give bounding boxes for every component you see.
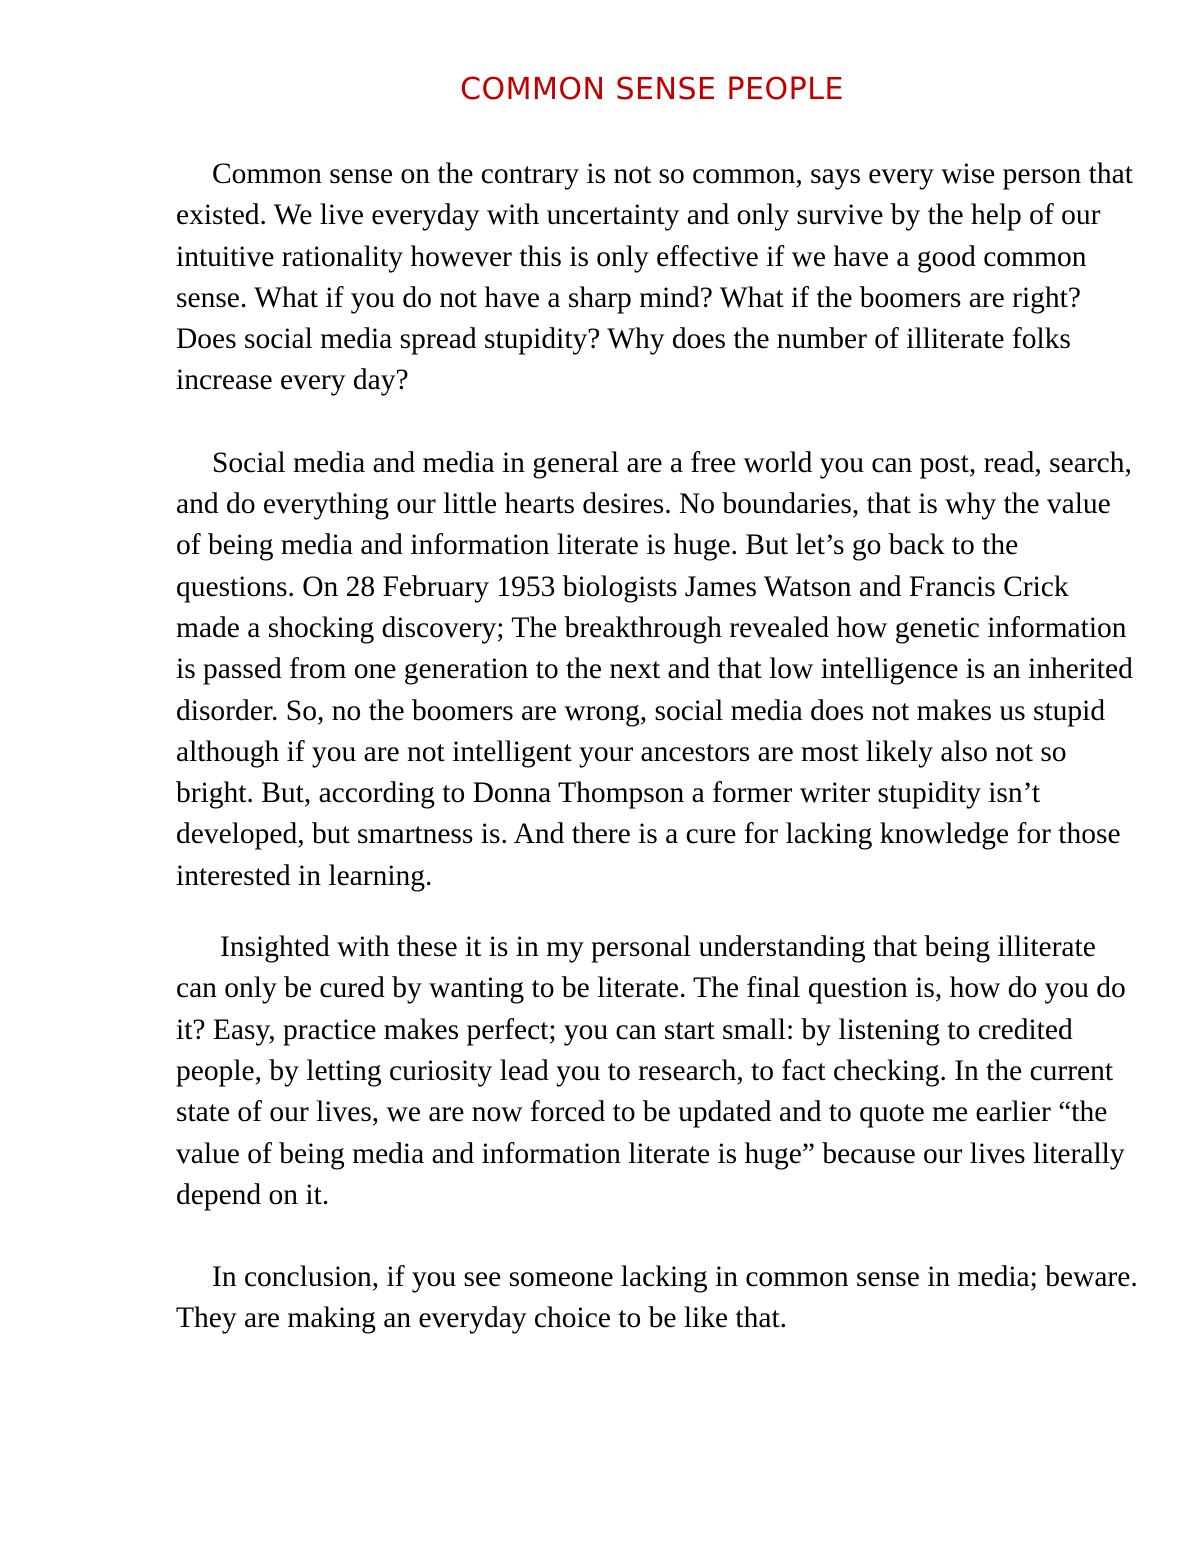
paragraph-insight: Insighted with these it is in my personal understanding that being illiterate can only be cured by wanting to be literate. The final question is, how do you do it? Easy, practice makes perfect; you can start small: by listening to credited people, by letting curiosity lead you to research, to fact checking. In the current state of our lives, we are now forced to be updated and to quote me earlier “the value of being media and information literate is huge” because our lives literally depend on it. (176, 931, 1126, 1211)
paragraph-social-media: Social media and media in general are a free world you can post, read, search, and do everything our little hearts desires. No boundaries, that is why the value of being media and information literate is huge. But let’s go back to the questions. On 28 February 1953 biologists James Watson and Francis Crick made a shocking discovery; The breakthrough revealed how genetic information is passed from one generation to the next and that low intelligence is an inherited disorder. So, no the boomers are wrong, social media does not makes us stupid although if you are not intelligent your ancestors are most likely also not so bright. But, according to Donna Thompson a former writer stupidity isn’t developed, but smartness is. And there is a cure for lacking knowledge for those interested in learning. (176, 446, 1133, 892)
document-title: COMMON SENSE PEOPLE (460, 72, 844, 107)
document-body (176, 154, 1138, 1340)
paragraph-conclusion: In conclusion, if you see someone lacking in common sense in media; beware. They are making an everyday choice to be like that. (176, 1261, 1138, 1335)
paragraph-intro: Common sense on the contrary is not so common, says every wise person that existed. We live everyday with uncertainty and only survive by the help of our intuitive rationality however this is only effective if we have a good common sense. What if you do not have a sharp mind? What if the boomers are right? Does social media spread stupidity? Why does the number of illiterate folks increase every day? (176, 158, 1133, 397)
